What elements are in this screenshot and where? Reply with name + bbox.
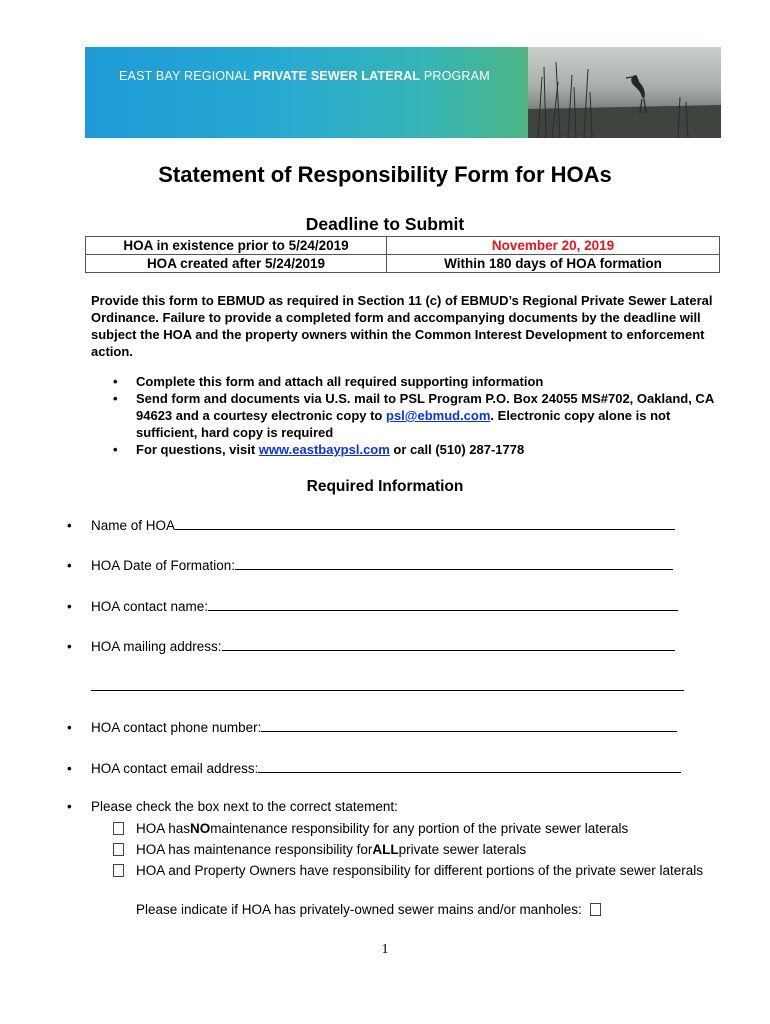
contact-phone-field [67, 718, 677, 735]
mailing-address-line2[interactable] [91, 690, 684, 691]
deadline-heading: Deadline to Submit [305, 214, 465, 234]
banner-title: EAST BAY REGIONAL PRIVATE SEWER LATERAL PROGRAM [119, 69, 490, 83]
bullet-icon: • [113, 442, 118, 457]
contact-email-field [67, 759, 681, 776]
checkbox[interactable] [113, 822, 124, 835]
program-banner [85, 47, 721, 138]
bullet-icon: • [113, 391, 118, 406]
hoa-name-input[interactable] [175, 516, 675, 530]
mailing-address-field [67, 637, 675, 654]
contact-name-input[interactable] [208, 597, 678, 611]
sewer-mains-question: Please indicate if HOA has privately-owned sewer mains and/or manholes: [136, 902, 601, 917]
option-no-responsibility: HOA has NO maintenance responsibility for any portion of the private sewer laterals [113, 821, 628, 836]
bullet-icon: • [113, 374, 118, 389]
bullet-icon: • [67, 720, 72, 735]
checkbox[interactable] [590, 903, 601, 916]
table-row [86, 255, 720, 273]
contact-phone-input[interactable] [261, 718, 677, 732]
required-info-heading: Required Information [306, 478, 464, 495]
field-label: HOA contact name: [91, 599, 209, 614]
intro-paragraph: Provide this form to EBMUD as required in Section 11 (c) of EBMUD’s Regional Private Sewer Lateral Ordinance. Failure to provide a completed form and accompanying documents by the deadline will subject the HOA and the property owners within the Common Interest Development to enforcement action. [91, 293, 713, 359]
bullet-icon: • [67, 639, 72, 654]
checkbox[interactable] [113, 843, 124, 856]
formation-date-field [67, 556, 673, 573]
mailing-address-input[interactable] [222, 637, 675, 651]
field-label: Name of HOA [91, 518, 176, 533]
bullet-icon: • [67, 761, 72, 776]
field-label: HOA mailing address: [91, 639, 222, 654]
website-link[interactable]: www.eastbaypsl.com [258, 442, 390, 457]
list-item: • For questions, visit www.eastbaypsl.com or call (510) 287-1778 [113, 442, 525, 457]
option-all-responsibility: HOA has maintenance responsibility for ALL private sewer laterals [113, 842, 526, 857]
deadline-table [85, 236, 720, 273]
field-label: HOA contact phone number: [91, 720, 262, 735]
bullet-icon: • [67, 558, 72, 573]
formation-date-input[interactable] [235, 556, 673, 570]
table-cell: November 20, 2019 [387, 237, 720, 255]
bullet-icon: • [67, 799, 72, 814]
contact-name-field [67, 597, 678, 614]
contact-email-input[interactable] [258, 759, 681, 773]
list-item: • Complete this form and attach all required supporting information [113, 374, 544, 389]
list-item: • Send form and documents via U.S. mail to PSL Program P.O. Box 24055 MS#702, Oakland, CA 94623 and a courtesy electronic copy to psl@ebmud.com. Electronic copy alone is not sufficient, hard copy is required [113, 391, 714, 440]
instruction-list [113, 373, 723, 458]
table-row [86, 237, 720, 255]
responsibility-question: • Please check the box next to the correct statement: [67, 799, 398, 814]
field-label: HOA contact email address: [91, 761, 259, 776]
page-title: Statement of Responsibility Form for HOAs [158, 162, 612, 187]
option-shared-responsibility: HOA and Property Owners have responsibility for different portions of the private sewer laterals [113, 863, 703, 878]
email-link[interactable]: psl@ebmud.com [386, 408, 491, 423]
bullet-icon: • [67, 599, 72, 614]
page-number: 1 [381, 942, 389, 957]
field-label: HOA Date of Formation: [91, 558, 236, 573]
hoa-name-field [67, 516, 675, 533]
checkbox[interactable] [113, 864, 124, 877]
bullet-icon: • [67, 518, 72, 533]
heron-photo [528, 47, 721, 138]
table-cell: HOA in existence prior to 5/24/2019 [86, 237, 387, 255]
table-cell: Within 180 days of HOA formation [387, 255, 720, 273]
table-cell: HOA created after 5/24/2019 [86, 255, 387, 273]
